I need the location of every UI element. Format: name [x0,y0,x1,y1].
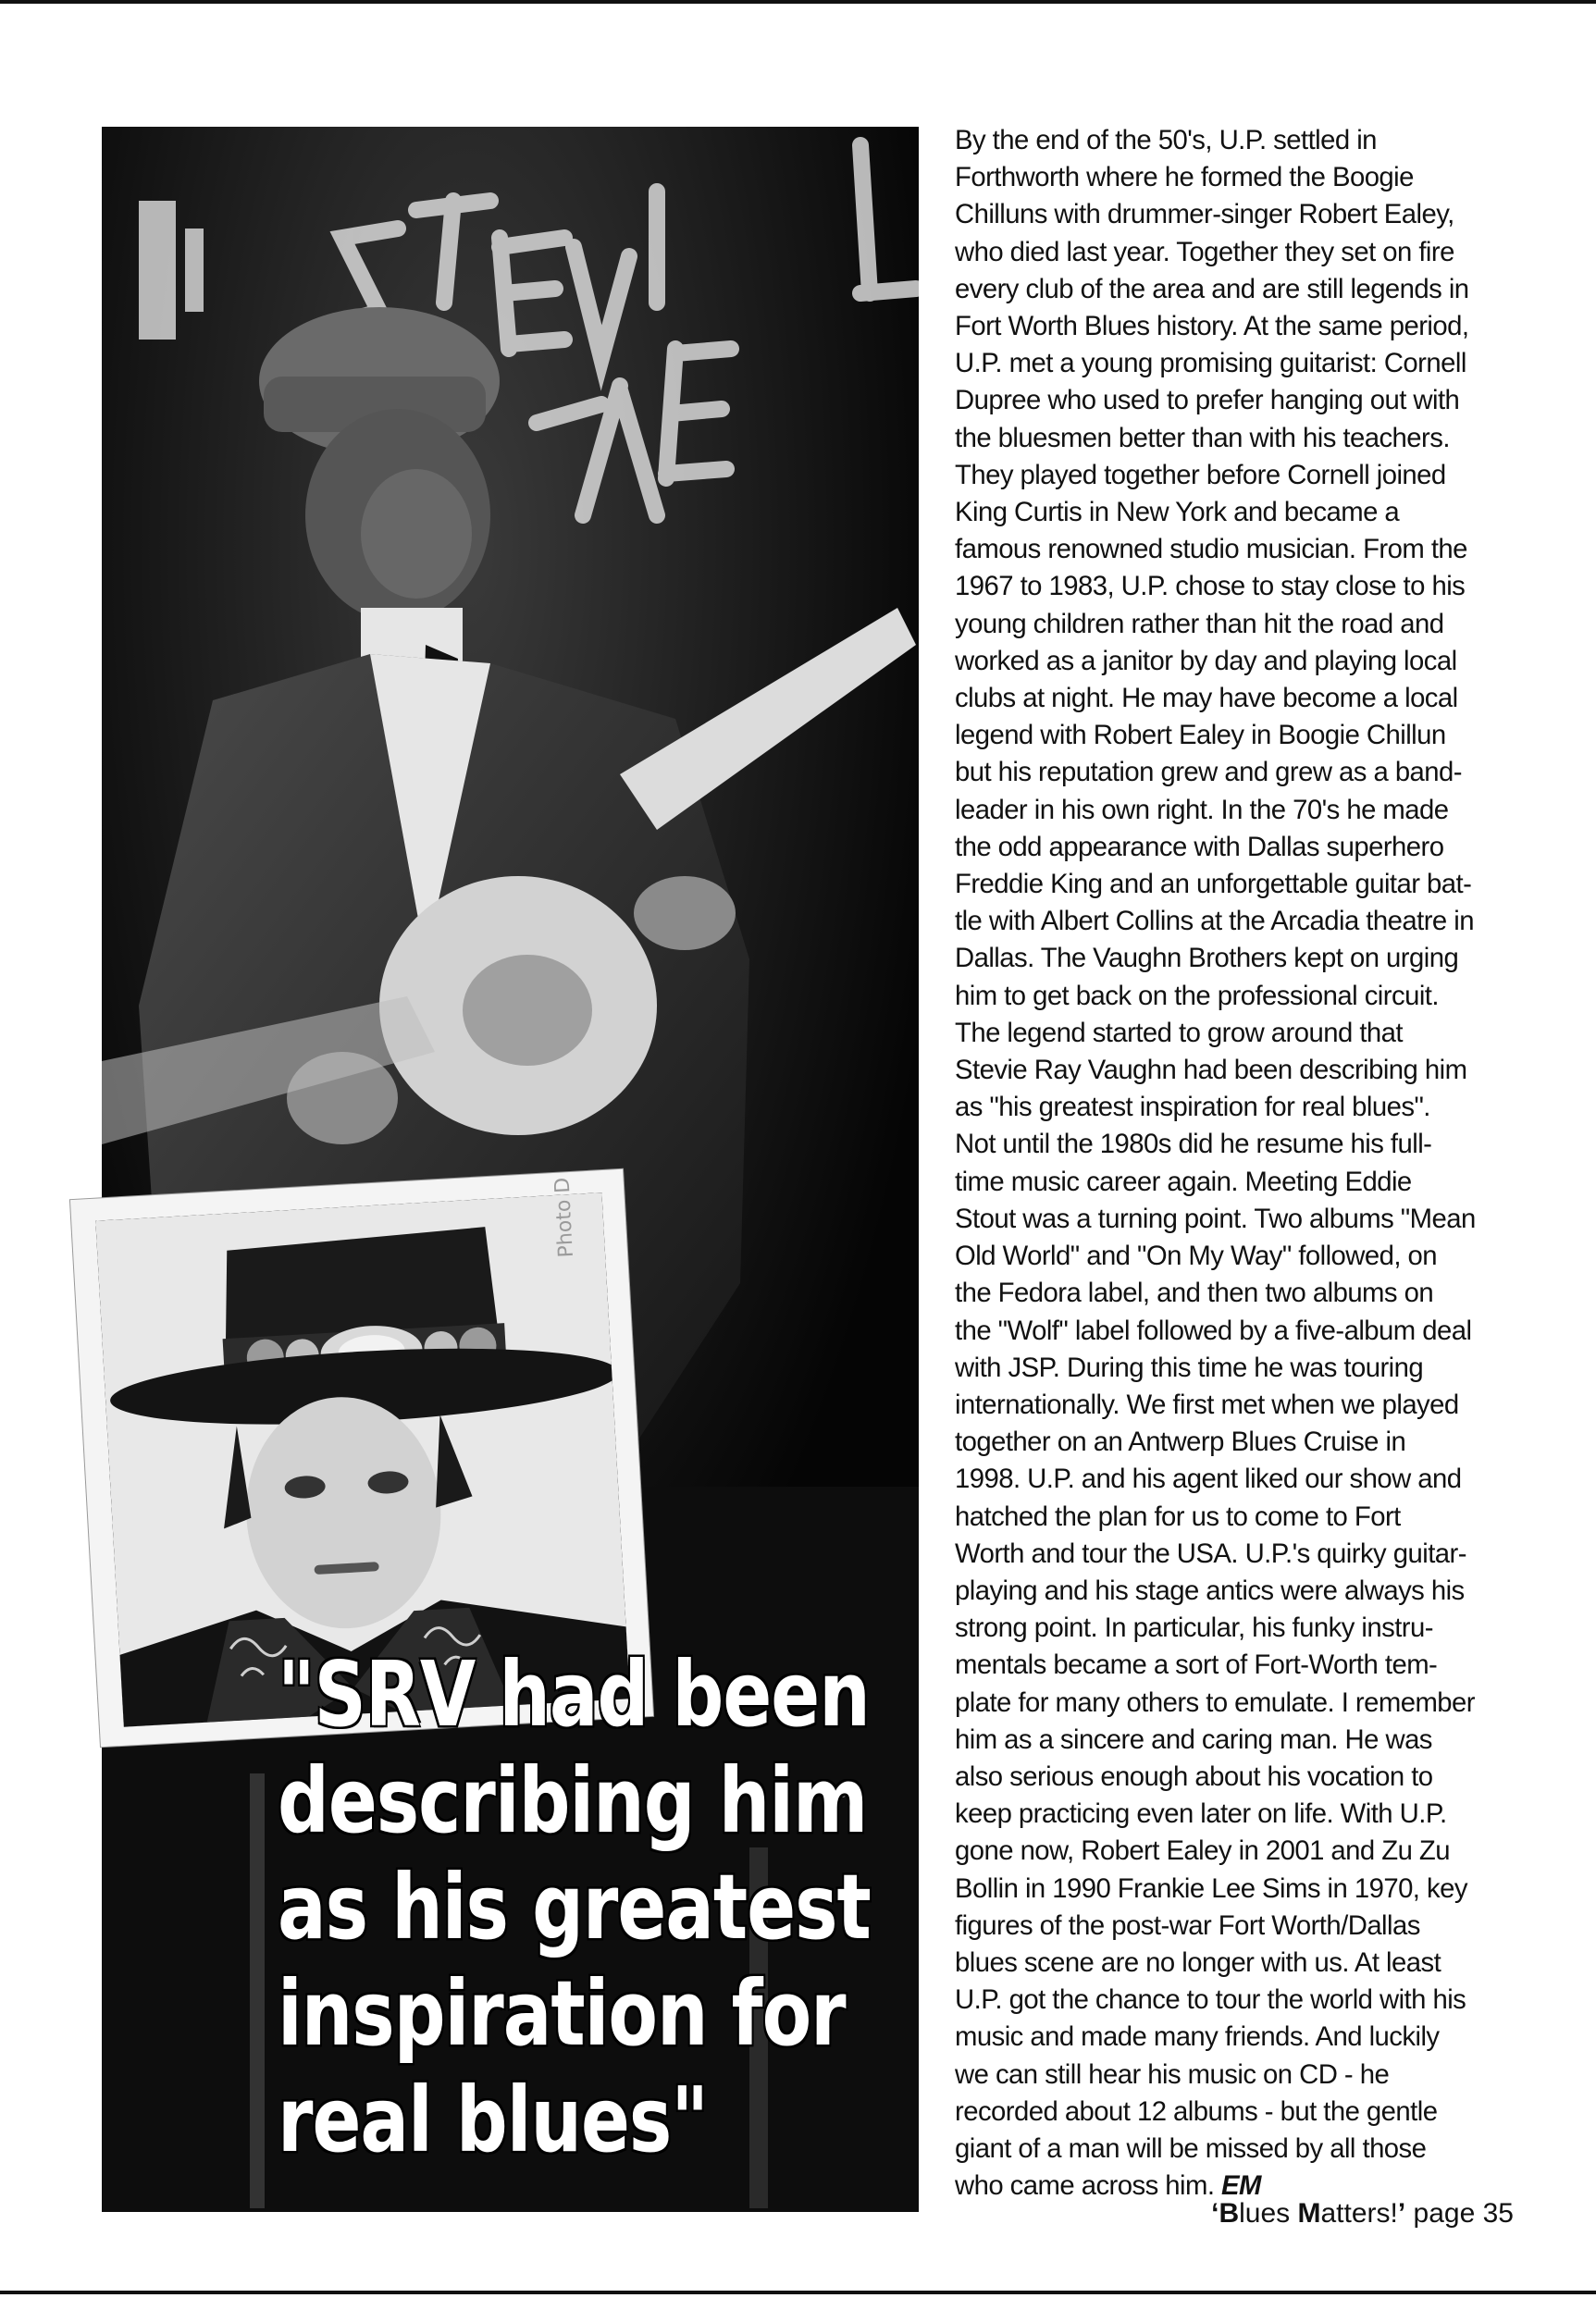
article-line: 1967 to 1983, U.P. chose to stay close to his [955,571,1466,602]
article-body [955,122,1524,2205]
article-line: together on an Antwerp Blues Cruise in [955,1427,1406,1458]
article-line: Old World" and "On My Way" followed, on [955,1241,1438,1272]
article-line: mentals became a sort of Fort-Worth tem- [955,1649,1438,1681]
footer-quote-close: ’ [1397,2198,1406,2229]
article-line: plate for many others to emulate. I remember [955,1686,1475,1718]
article-line: tle with Albert Collins at the Arcadia theatre in [955,906,1474,937]
article-line: U.P. met a young promising guitarist: Cornell [955,348,1466,379]
article-line: Not until the 1980s did he resume his full- [955,1129,1432,1160]
article-line: Worth and tour the USA. U.P.'s quirky guitar- [955,1538,1466,1569]
article-line: who died last year. Together they set on fire [955,236,1454,267]
article-line: Freddie King and an unforgettable guitar bat- [955,869,1472,900]
footer-m: M [1297,2198,1321,2229]
article-line: hatched the plan for us to come to Fort [955,1501,1401,1532]
pull-quote-line: describing him [278,1749,868,1854]
article-line: the Fedora label, and then two albums on [955,1278,1434,1309]
article-line: the bluesmen better than with his teachers. [955,422,1450,453]
article-line: leader in his own right. In the 70's he made [955,794,1449,825]
article-line: gone now, Robert Ealey in 2001 and Zu Zu [955,1835,1451,1867]
article-line: clubs at night. He may have become a local [955,683,1458,714]
article-line: 1998. U.P. and his agent liked our show and [955,1464,1462,1495]
pull-quote-line: as his greatest [278,1856,871,1960]
article-line: Bollin in 1990 Frankie Lee Sims in 1970, key [955,1872,1467,1904]
footer-atters: atters! [1320,2198,1398,2229]
article-line: we can still hear his music on CD - he [955,2058,1390,2090]
article-line: figures of the post-war Fort Worth/Dallas [955,1909,1420,1941]
article-line: young children rather than hit the road and [955,608,1444,639]
article-line: him to get back on the professional circuit. [955,980,1439,1011]
author-signature: EM [1221,2170,1261,2202]
article-line: King Curtis in New York and became a [955,497,1400,528]
page-footer [1203,2198,1514,2230]
page-number: page 35 [1413,2198,1514,2229]
article-line: U.P. got the chance to tour the world with his [955,1984,1466,2016]
article-line: They played together before Cornell joined [955,459,1446,490]
article-line: keep practicing even later on life. With U.P. [955,1798,1447,1830]
top-border [0,0,1596,4]
article-line: giant of a man will be missed by all those [955,2132,1427,2164]
article-line: Forthworth where he formed the Boogie [955,162,1414,193]
article-line: Stout was a turning point. Two albums "Mean [955,1203,1476,1234]
pull-quote-line: real blues" [278,2069,708,2173]
article-line: Dupree who used to prefer hanging out with [955,385,1460,416]
pull-quote-line: inspiration for [278,1962,846,2067]
article-line: Dallas. The Vaughn Brothers kept on urging [955,943,1459,974]
article-line: but his reputation grew and grew as a band- [955,757,1462,788]
article-line: as "his greatest inspiration for real blues". [955,1092,1430,1123]
article-line: also serious enough about his vocation to [955,1761,1433,1792]
article-line: with JSP. During this time he was touring [955,1352,1424,1383]
article-line: strong point. In particular, his funky instru- [955,1612,1433,1644]
article-last-line-text: who came across him. [955,2170,1215,2202]
article-line: every club of the area and are still legends in [955,273,1469,304]
article-line: internationally. We first met when we played [955,1389,1459,1420]
footer-b: B [1219,2198,1240,2229]
pull-quote [278,1642,907,2174]
article-line: legend with Robert Ealey in Boogie Chillun [955,720,1446,751]
article-line: The legend started to grow around that [955,1017,1403,1048]
footer-quote-open: ‘ [1211,2198,1219,2229]
article-line: recorded about 12 albums - but the gentle [955,2095,1438,2127]
article-line: blues scene are no longer with us. At least [955,1946,1441,1978]
article-line: worked as a janitor by day and playing local [955,645,1457,676]
article-line: music and made many friends. And luckily [955,2021,1440,2053]
article-line: the "Wolf" label followed by a five-album deal [955,1315,1472,1346]
article-line: time music career again. Meeting Eddie [955,1166,1412,1197]
article-line: Stevie Ray Vaughn had been describing him [955,1055,1467,1086]
article-line: him as a sincere and caring man. He was [955,1724,1432,1755]
article-line: Chilluns with drummer-singer Robert Ealey, [955,199,1454,230]
article-line: Fort Worth Blues history. At the same period, [955,311,1469,342]
bottom-border [0,2291,1596,2294]
photo-credit: Photo D [551,1177,578,1258]
footer-lues: lues [1239,2198,1298,2229]
article-line: By the end of the 50's, U.P. settled in [955,125,1377,155]
article-line: famous renowned studio musician. From the [955,534,1467,565]
article-line: the odd appearance with Dallas superhero [955,831,1444,862]
pull-quote-line: "SRV had been [278,1643,870,1748]
article-line: playing and his stage antics were always his [955,1575,1465,1606]
